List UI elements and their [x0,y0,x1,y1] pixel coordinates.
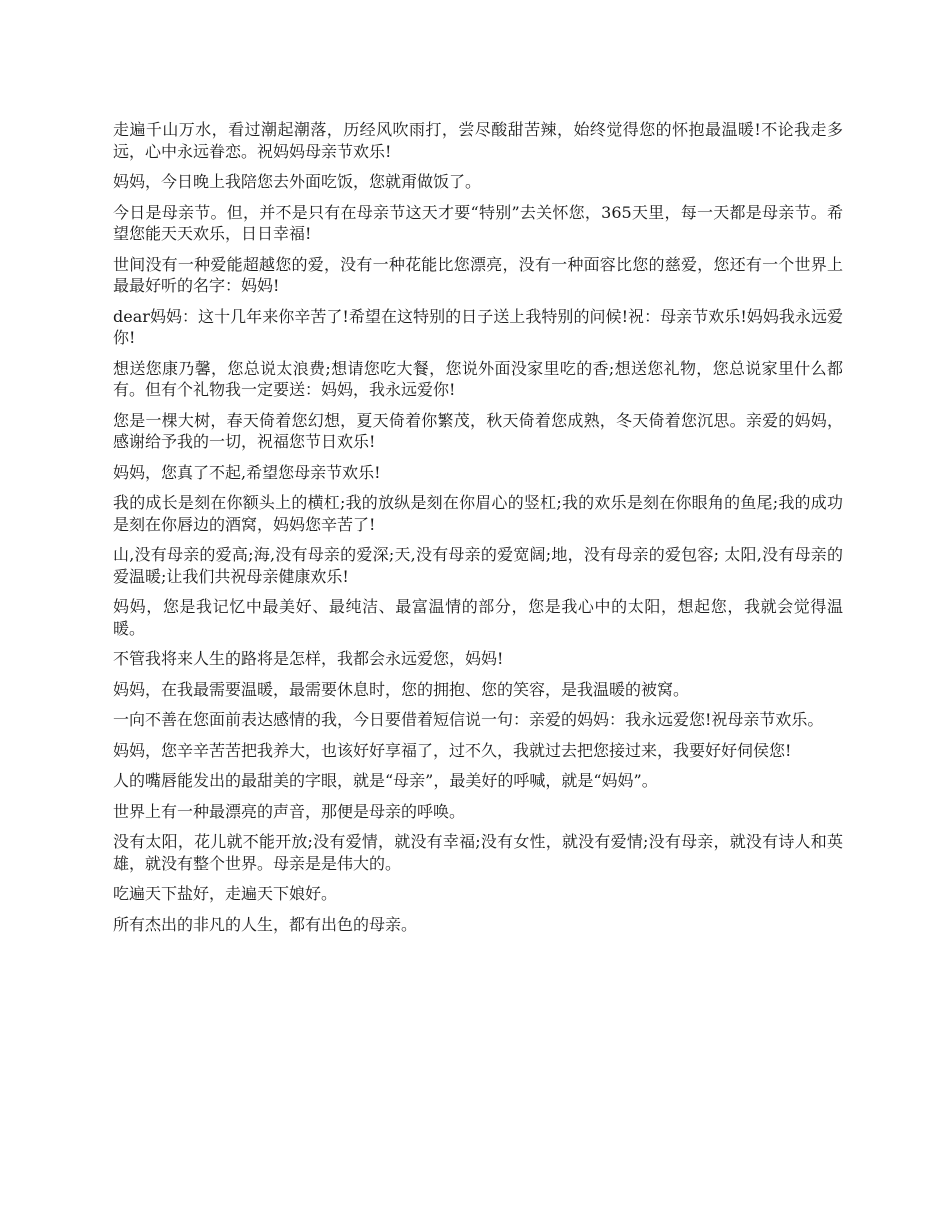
paragraph: 妈妈，今日晚上我陪您去外面吃饭，您就甭做饭了。 [113,172,482,191]
paragraph: 妈妈，您辛辛苦苦把我养大，也该好好享福了，过不久，我就过去把您接过来，我要好好伺侯您! [113,740,792,760]
paragraph: 您是一棵大树，春天倚着您幻想，夏天倚着你繁茂，秋天倚着您成熟，冬天倚着您沉思。亲爱的妈妈，感谢给予我的一切，祝福您节日欢乐! [113,410,843,451]
paragraph: 世界上有一种最漂亮的声音，那便是母亲的呼唤。 [113,801,466,821]
paragraph: 妈妈，在我最需要温暖，最需要休息时，您的拥抱、您的笑容，是我温暖的被窝。 [113,679,690,699]
paragraph: 想送您康乃馨，您总说太浪费;想请您吃大餐，您说外面没家里吃的香;想送您礼物，您总说家里什么都有。但有个礼物我一定要送：妈妈，我永远爱你! [113,358,843,399]
paragraph: 所有杰出的非凡的人生，都有出色的母亲。 [113,914,418,934]
paragraph: 世间没有一种爱能超越您的爱，没有一种花能比您漂亮，没有一种面容比您的慈爱，您还有一个世界上最最好听的名字：妈妈! [113,254,843,295]
paragraph: 妈妈，您是我记忆中最美好、最纯洁、最富温情的部分，您是我心中的太阳，想起您，我就会觉得温暖。 [113,597,843,638]
paragraph: 人的嘴唇能发出的最甜美的字眼，就是“母亲”，最美好的呼喊，就是“妈妈”。 [113,771,658,790]
paragraph: 吃遍天下盐好，走遍天下娘好。 [113,884,338,903]
paragraph: 妈妈，您真了不起,希望您母亲节欢乐! [113,462,381,482]
paragraph: 今日是母亲节。但，并不是只有在母亲节这天才要“特别”去关怀您，365天里，每一天都是母亲节。希望您能天天欢乐，日日幸福! [113,202,843,243]
paragraph: dear妈妈：这十几年来你辛苦了!希望在这特别的日子送上我特别的问候!祝：母亲节欢乐!妈妈我永远爱你! [113,306,843,347]
paragraph: 山,没有母亲的爱高;海,没有母亲的爱深;天,没有母亲的爱宽阔;地，没有母亲的爱包容; 太阳,没有母亲的爱温暖;让我们共祝母亲健康欢乐! [113,545,843,586]
paragraph: 走遍千山万水，看过潮起潮落，历经风吹雨打，尝尽酸甜苦辣，始终觉得您的怀抱最温暖!不论我走多远，心中永远眷恋。祝妈妈母亲节欢乐! [113,120,843,161]
paragraph: 我的成长是刻在你额头上的横杠;我的放纵是刻在你眉心的竖杠;我的欢乐是刻在你眼角的鱼尾;我的成功是刻在你唇边的酒窝，妈妈您辛苦了! [113,493,843,534]
document-body [113,119,843,944]
paragraph: 没有太阳，花儿就不能开放;没有爱情，就没有幸福;没有女性，就没有爱情;没有母亲，就没有诗人和英雄，就没有整个世界。母亲是是伟大的。 [113,832,843,873]
paragraph: 不管我将来人生的路将是怎样，我都会永远爱您，妈妈! [113,649,504,668]
paragraph: 一向不善在您面前表达感情的我，今日要借着短信说一句：亲爱的妈妈：我永远爱您!祝母亲节欢乐。 [113,710,824,729]
